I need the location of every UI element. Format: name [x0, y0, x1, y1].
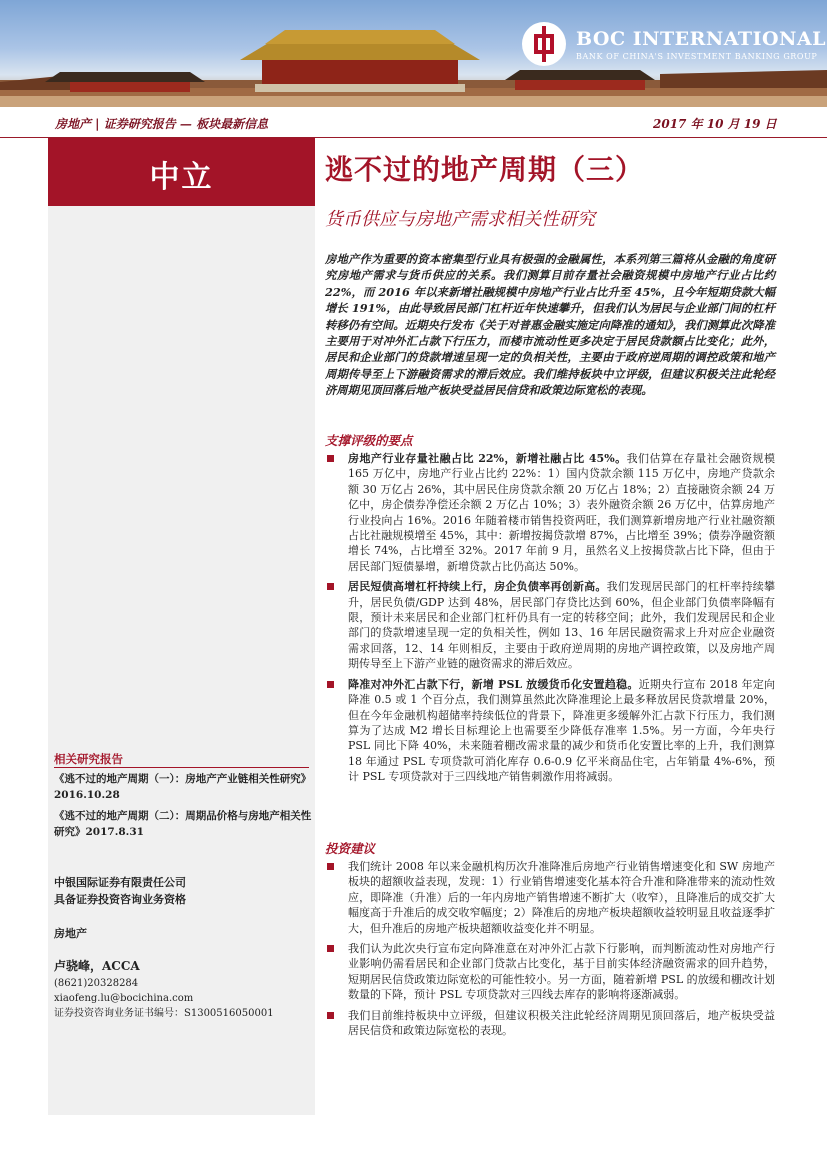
- advice-item: 我们认为此次央行宣布定向降准意在对冲外汇占款下行影响，而判断流动性对房地产行业影响仍需看居民和企业部门贷款占比变化，基于目前实体经济融资需求的回升趋势，短期居民信贷政策边际宽松的可能性较小。另一方面，随着新增 PSL 的放缓和棚改计划数量的下降，预计 PSL 专项贷款对三四线去库存的影响将逐渐减弱。: [325, 941, 775, 1003]
- bullet-marker-icon: [327, 863, 334, 870]
- rating-box: [48, 138, 315, 206]
- report-date: 2017 年 10 月 19 日: [653, 117, 777, 131]
- advice-item: 我们统计 2008 年以来金融机构历次升准降准后房地产行业销售增速变化和 SW 房地产板块的超额收益表现，发现：1）行业销售增速变化基本符合升准和降准带来的流动性效应，即降准（升准）后的一年内房地产销售增速不断扩大（收窄），且降准后的成交扩大幅度高于升准后的成交收窄幅度；2）降准后的房地产板块超额收益较明显且收益逐季扩大，但升准后的房地产板块超额收益变化并不明显。: [325, 859, 775, 936]
- sector-label: 房地产: [54, 927, 87, 940]
- support-list: [325, 451, 775, 790]
- related-reports-divider: [54, 767, 309, 768]
- analyst-license: 证券投资咨询业务证书编号：S1300516050001: [54, 1008, 274, 1019]
- bullet-marker-icon: [327, 583, 334, 590]
- analyst-contact: [54, 976, 274, 1021]
- related-report-link[interactable]: 《逃不过的地产周期（二）：周期品价格与房地产相关性研究》2017.8.31: [54, 810, 312, 838]
- support-item: 房地产行业存量社融占比 22%，新增社融占比 45%。我们估算在存量社会融资规模 165 万亿中，房地产行业占比约 22%：1）国内贷款余额 115 万亿中，房地产贷款余额 30 万亿占 26%，其中居民住房贷款余额 20 万亿占 18%；2）直接融资余额 24 万亿中，房企债券净偿还余额 2 万亿占 10%；3）表外融资余额 26 万亿中，估算房地产行业投向占 16%。2016 年随着楼市销售投资两旺，我们测算新增房地产行业社融资额占比社融规模增至 45%，其中：新增按揭贷款增 87%，占比增至 39%；债券净融资额增长 74%，占比增至 32%。2017 年前 9 月，虽然名义上按揭贷款占比下降，但由于居民部门短债暴增，新增贷款占比仍高达 50%。: [325, 451, 775, 574]
- boci-logo: [522, 22, 826, 66]
- logo-main-text: BOC INTERNATIONAL: [576, 27, 826, 50]
- page-title: 逃不过的地产周期（三）: [325, 153, 645, 186]
- analyst-name: 卢骁峰，ACCA: [54, 959, 140, 973]
- analyst-phone: (8621)20328284: [54, 978, 139, 989]
- page-subtitle: 货币供应与房地产需求相关性研究: [325, 209, 595, 230]
- company-info: 中银国际证券有限责任公司 具备证券投资咨询业务资格: [54, 876, 186, 906]
- report-category: 房地产 | 证券研究报告 — 板块最新信息: [55, 117, 269, 131]
- advice-item: 我们目前维持板块中立评级，但建议积极关注此轮经济周期见顶回落后，地产板块受益居民信贷和政策边际宽松的表现。: [325, 1008, 775, 1039]
- bullet-marker-icon: [327, 681, 334, 688]
- support-item: 降准对冲外汇占款下行，新增 PSL 放缓货币化安置趋稳。近期央行宣布 2018 年定向降准 0.5 或 1 个百分点，我们测算虽然此次降准理论上最多释放居民贷款增量 20%，但在今年金融机构超储率持续低位的背景下，降准更多缓解外汇占款下行压力，我们测算为了达成 M2 增长目标理论上也需要至少降低存准率 1.5%。另一方面，今年央行 PSL 同比下降 40%，未来随着棚改需求量的减少和货币化安置比率的上升，我们测算 18 年通过 PSL 专项贷款可消化库存 0.6-0.9 亿平米商品住宅，占年销量 4%-6%，预计 PSL 专项贷款对于三四线地产销售刺激作用将减弱。: [325, 677, 775, 785]
- summary-paragraph: 房地产作为重要的资本密集型行业具有极强的金融属性，本系列第三篇将从金融的角度研究房地产需求与货币供应的关系。我们测算目前存量社会融资规模中房地产行业占比约 22%，而 2016 年以来新增社融规模中房地产行业占比升至 45%，且今年短期贷款大幅增长 191%，由此导致居民部门杠杆近年快速攀升，但我们认为居民与企业部门间的杠杆转移仍有空间。近期央行发布《关于对普惠金融实施定向降准的通知》，我们测算此次降准主要用于对冲外汇占款下行压力，而楼市流动性更多决定于居民贷款额占比变化；此外，居民和企业部门的贷款增速呈现一定的负相关性，主要由于政府逆周期的调控政策和地产周期传导至上下游融资需求的滞后效应。我们维持板块中立评级，但建议积极关注此轮经济周期见顶回落后地产板块受益居民信贷和政策边际宽松的表现。: [325, 252, 775, 398]
- related-report-link[interactable]: 《逃不过的地产周期（一）：房地产产业链相关性研究》2016.10.28: [54, 773, 312, 801]
- banner-image: [0, 0, 827, 107]
- bullet-marker-icon: [327, 1012, 334, 1019]
- rating-label: 中立: [149, 160, 214, 195]
- advice-heading: 投资建议: [325, 841, 376, 856]
- support-heading: 支撑评级的要点: [325, 433, 413, 448]
- related-reports-heading: 相关研究报告: [54, 752, 123, 766]
- bullet-marker-icon: [327, 455, 334, 462]
- support-item: 居民短债高增杠杆持续上行，房企负债率再创新高。我们发现居民部门的杠杆率持续攀升，居民负债/GDP 达到 48%，居民部门存贷比达到 60%，但企业部门负债率降幅有限，预计未来居民和企业部门杠杆仍具有一定的转移空间；此外，我们发现居民和企业部门的贷款增速呈现一定的负相关性，例如 13、16 年居民融资需求上升对应企业融资需求回落，12、14 年则相反，主要由于政府逆周期的房地产调控政策，以及房地产周期传导至上下游产业链的融资需求的滞后效应。: [325, 579, 775, 671]
- bullet-marker-icon: [327, 945, 334, 952]
- logo-sub-text: BANK OF CHINA'S INVESTMENT BANKING GROUP: [576, 51, 818, 61]
- bank-of-china-logo-icon: [522, 22, 566, 66]
- advice-list: [325, 859, 775, 1043]
- analyst-email[interactable]: xiaofeng.lu@bocichina.com: [54, 993, 194, 1004]
